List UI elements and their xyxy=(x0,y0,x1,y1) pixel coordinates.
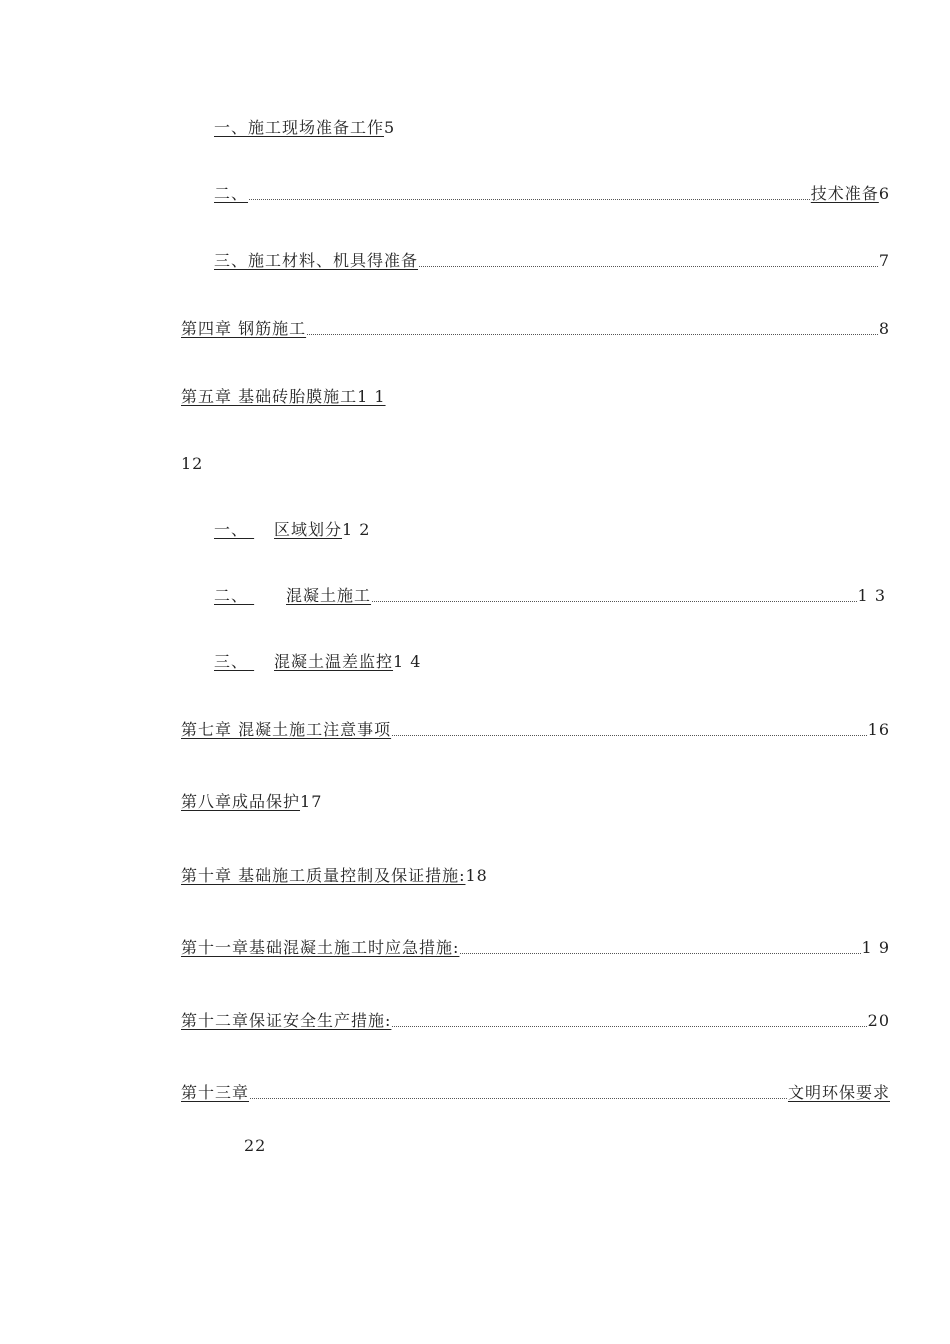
toc-link-label[interactable]: 二、 xyxy=(214,586,249,605)
toc-link-label[interactable]: 第七章 混凝土施工注意事项 xyxy=(181,720,392,739)
toc-page-number: 1 2 xyxy=(342,520,371,539)
toc-link-label[interactable]: 第十章 基础施工质量控制及保证措施: xyxy=(181,866,466,885)
toc-entry-ch5[interactable] xyxy=(181,385,386,409)
toc-page-number: 22 xyxy=(244,1136,267,1155)
toc-link-label[interactable]: 第十二章保证安全生产措施: xyxy=(181,1011,392,1030)
toc-link-label[interactable]: 第八章成品保护 xyxy=(181,792,301,811)
toc-leader-dots xyxy=(460,953,860,954)
toc-entry-s6a[interactable] xyxy=(214,518,370,542)
toc-label-gap xyxy=(248,584,286,608)
toc-link-label-2[interactable]: 技术准备 xyxy=(810,184,879,203)
toc-link-label[interactable]: 第十三章 xyxy=(181,1083,250,1102)
toc-link-label-2[interactable]: 区域划分 xyxy=(274,520,343,539)
toc-entry-s6b[interactable] xyxy=(214,584,886,608)
toc-link-label-2[interactable]: 混凝土施工 xyxy=(286,586,372,605)
toc-entry-ch13-page xyxy=(244,1134,266,1158)
toc-page-number: 8 xyxy=(878,319,890,338)
toc-link-label-2[interactable]: 文明环保要求 xyxy=(787,1083,890,1102)
toc-entry-ch11[interactable] xyxy=(181,936,890,960)
toc-page-number: 12 xyxy=(181,454,204,473)
toc-page-number: 1 9 xyxy=(861,938,890,957)
toc-entry-ch4[interactable] xyxy=(181,317,890,341)
toc-link-label[interactable]: 二、 xyxy=(214,184,249,203)
toc-entry-s6c[interactable] xyxy=(214,650,421,674)
toc-page-number: 1 4 xyxy=(393,652,422,671)
toc-entry-ch10[interactable] xyxy=(181,864,488,888)
toc-link-label-2[interactable]: 混凝土温差监控 xyxy=(274,652,394,671)
toc-label-gap xyxy=(248,518,274,542)
toc-page-number: 5 xyxy=(384,118,396,137)
toc-page-number: 20 xyxy=(867,1011,890,1030)
toc-page-number: 18 xyxy=(465,866,488,885)
toc-link-label[interactable]: 第四章 钢筋施工 xyxy=(181,319,307,338)
toc-page-number: 17 xyxy=(300,792,323,811)
toc-link-label[interactable]: 第五章 基础砖胎膜施工1 1 xyxy=(181,387,386,406)
toc-leader-dots xyxy=(307,334,878,335)
toc-entry-s1[interactable] xyxy=(214,116,395,140)
toc-entry-ch8[interactable] xyxy=(181,790,322,814)
toc-entry-ch12[interactable] xyxy=(181,1009,890,1033)
toc-label-gap xyxy=(248,650,274,674)
toc-page-number: 6 xyxy=(878,184,890,203)
toc-entry-s2[interactable] xyxy=(214,182,890,206)
toc-link-label[interactable]: 一、 xyxy=(214,520,249,539)
toc-leader-dots xyxy=(419,266,878,267)
toc-link-label[interactable]: 三、 xyxy=(214,652,249,671)
toc-entry-ch13[interactable] xyxy=(181,1081,890,1105)
toc-leader-dots xyxy=(250,1098,787,1099)
toc-page-number: 16 xyxy=(867,720,890,739)
toc-entry-s3[interactable] xyxy=(214,249,890,273)
toc-page-number: 7 xyxy=(878,251,890,270)
toc-entry-ch7[interactable] xyxy=(181,718,890,742)
toc-link-label[interactable]: 第十一章基础混凝土施工时应急措施: xyxy=(181,938,460,957)
toc-leader-dots xyxy=(249,199,810,200)
toc-leader-dots xyxy=(392,735,867,736)
toc-leader-dots xyxy=(372,601,857,602)
toc-orphan-page-number xyxy=(181,452,203,476)
toc-page-number: 1 3 xyxy=(857,586,886,605)
toc-link-label[interactable]: 一、施工现场准备工作 xyxy=(214,118,385,137)
toc-link-label[interactable]: 三、施工材料、机具得准备 xyxy=(214,251,419,270)
toc-leader-dots xyxy=(392,1026,866,1027)
